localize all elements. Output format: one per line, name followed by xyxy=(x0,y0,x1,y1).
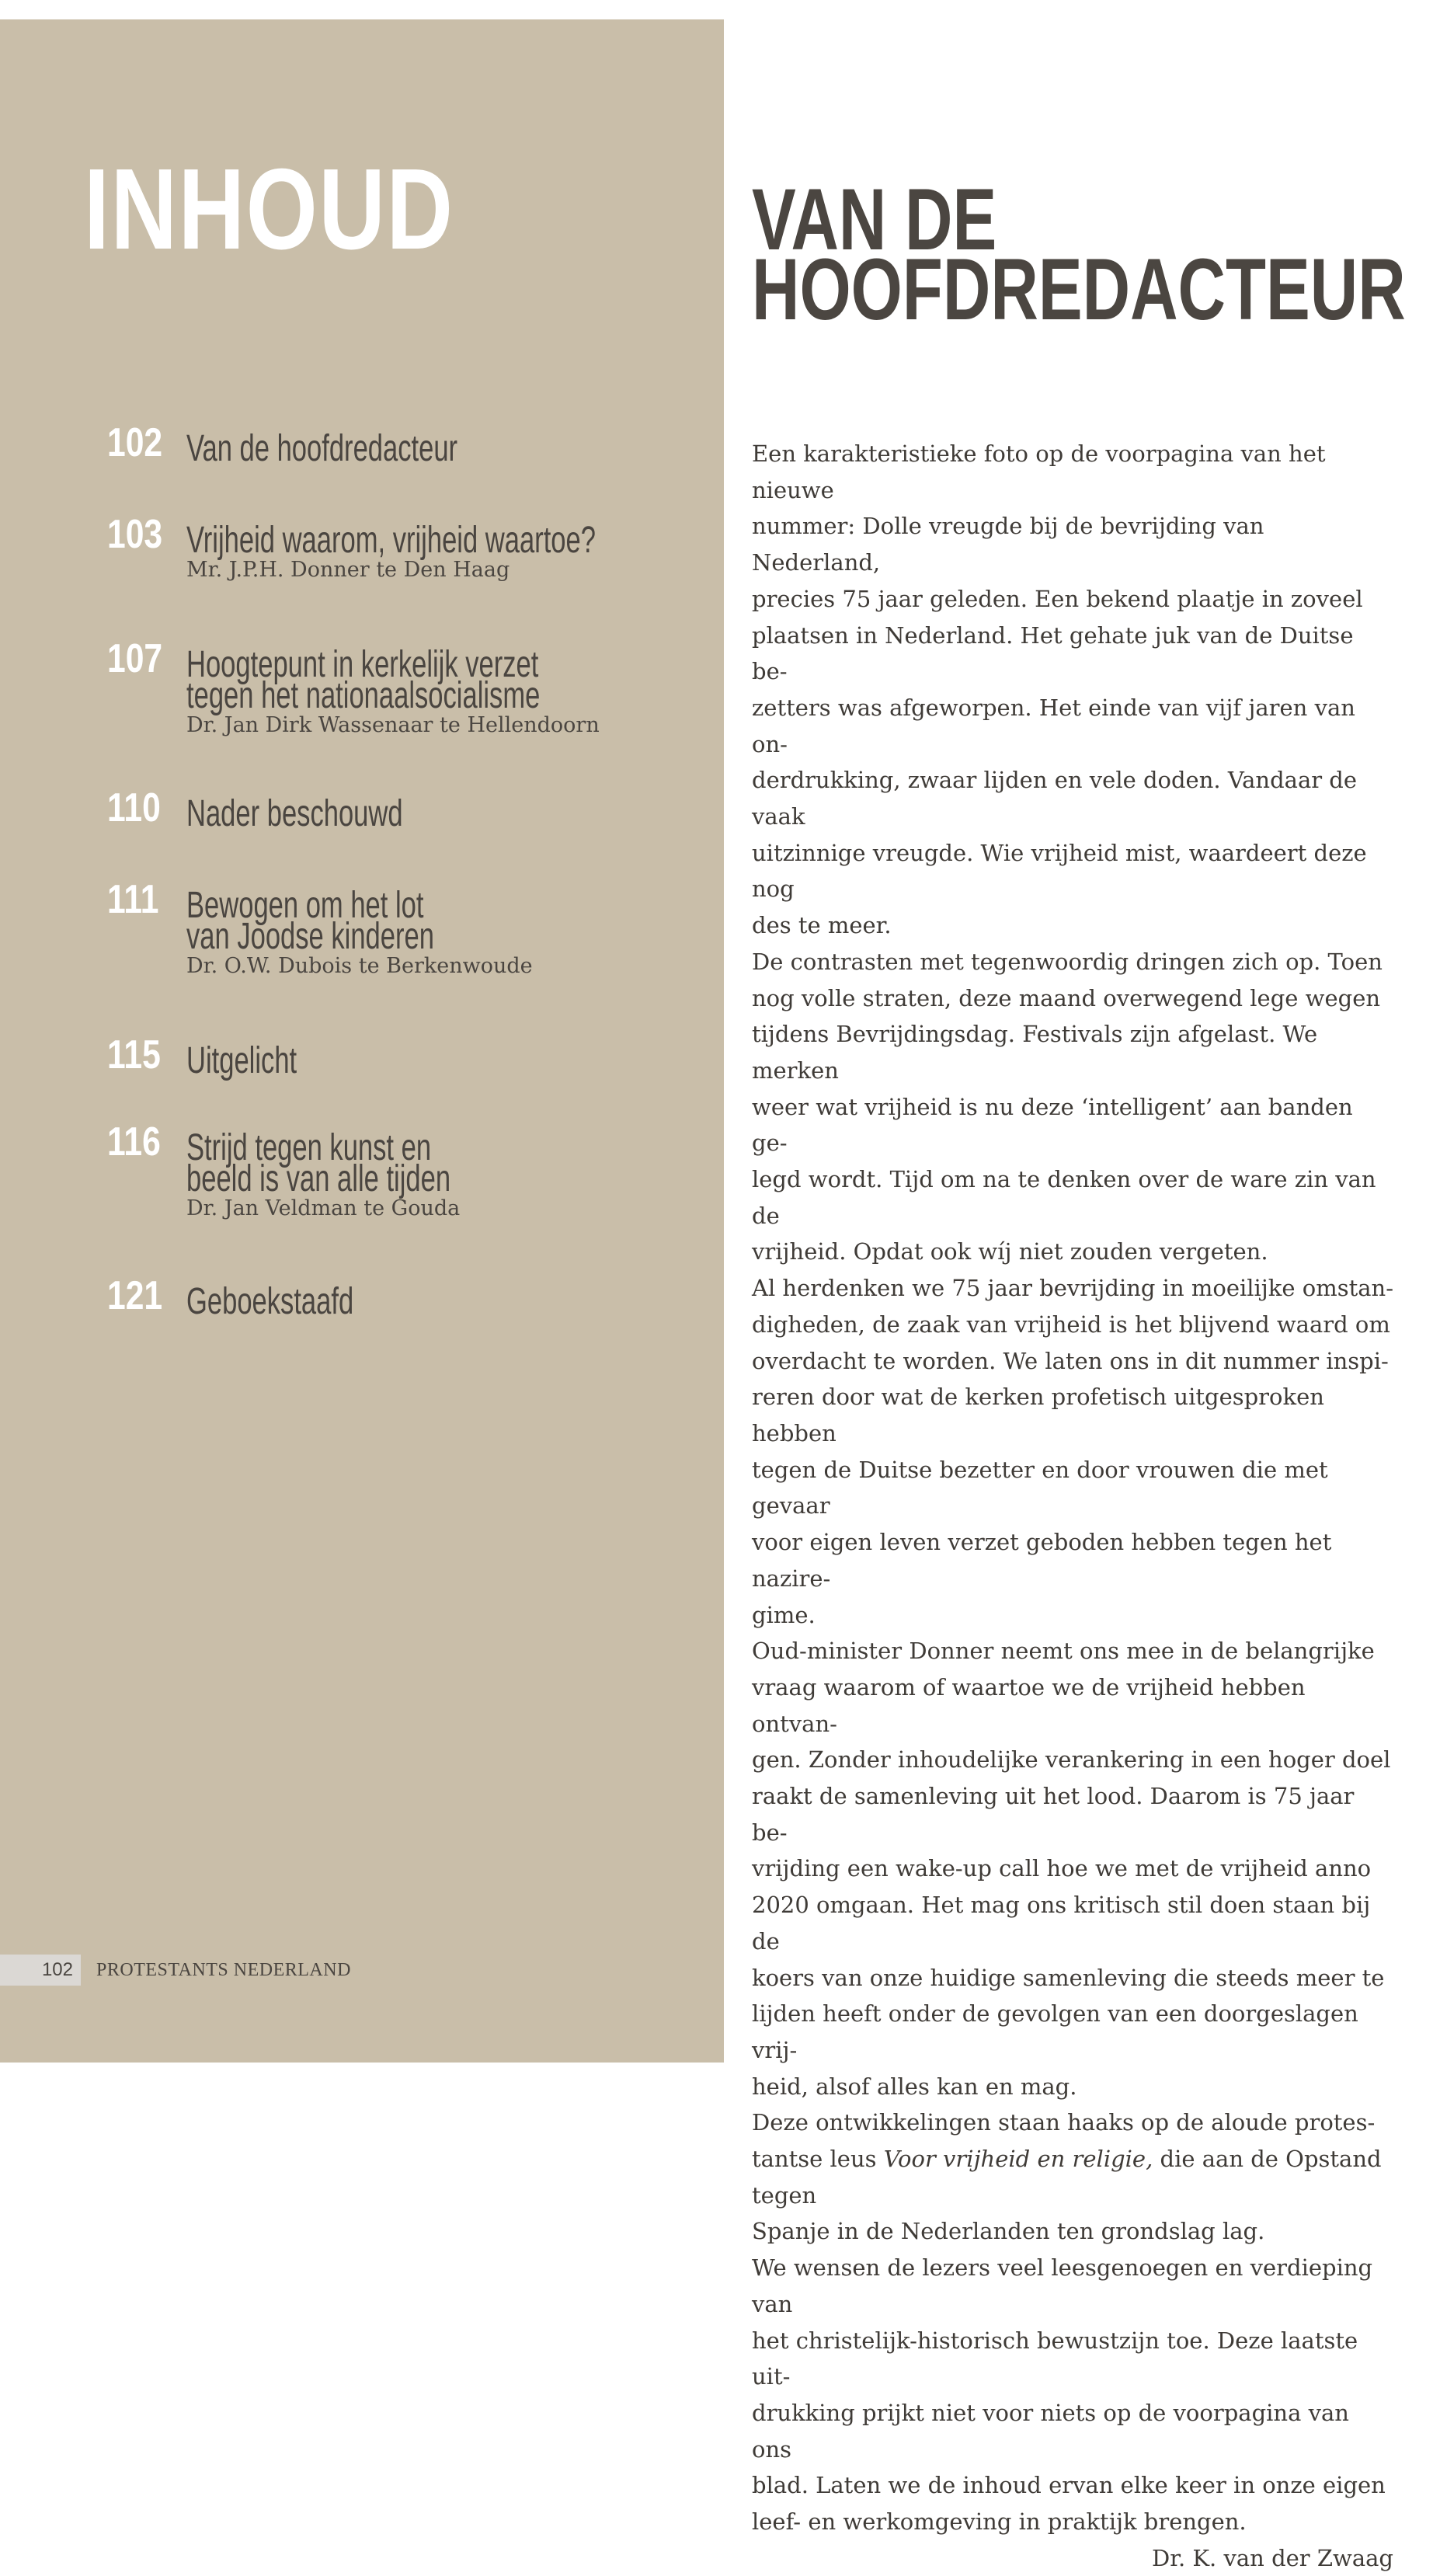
toc-page-number: 107 xyxy=(107,636,163,681)
article-line: Oud-minister Donner neemt ons mee in de belangrijke xyxy=(752,1638,1375,1665)
toc-list xyxy=(0,0,724,2066)
article-text: tantse leus xyxy=(752,2146,884,2173)
toc-heading: INHOUD xyxy=(84,145,454,273)
article-line: legd wordt. Tijd om na te denken over de ware zin van de xyxy=(752,1166,1376,1229)
toc-title: Strijd tegen kunst en xyxy=(186,1127,432,1168)
toc-page-number: 116 xyxy=(107,1119,161,1164)
article-line: koers van onze huidige samenleving die steeds meer te xyxy=(752,1964,1385,1991)
toc-title: beeld is van alle tijden xyxy=(186,1158,451,1199)
article-italic-phrase: Voor vrijheid en religie, xyxy=(883,2146,1153,2173)
article-line xyxy=(752,2141,1393,2213)
article-line: heid, alsof alles kan en mag. xyxy=(752,2073,1077,2100)
article-text: die aan de Opstand tegen xyxy=(752,2146,1382,2209)
article-heading-line: HOOFDREDACTEUR xyxy=(752,241,1406,338)
article-heading-line: VAN DE xyxy=(752,171,997,268)
toc-title: Uitgelicht xyxy=(186,1040,297,1081)
article-line: 2020 omgaan. Het mag ons kritisch stil doen staan bij de xyxy=(752,1892,1371,1955)
article-line: raakt de samenleving uit het lood. Daarom is 75 jaar be- xyxy=(752,1783,1355,1846)
toc-title: Bewogen om het lot xyxy=(186,885,424,926)
toc-page-number: 115 xyxy=(107,1032,161,1077)
toc-title: Geboekstaafd xyxy=(186,1281,354,1322)
article-line: Spanje in de Nederlanden ten grondslag lag. xyxy=(752,2218,1265,2245)
article-line: plaatsen in Nederland. Het gehate juk van de Duitse be- xyxy=(752,621,1354,685)
toc-title: tegen het nationaalsocialisme xyxy=(186,675,541,716)
article-line: vrijheid. Opdat ook wíj niet zouden vergeten. xyxy=(752,1238,1268,1265)
article-line: het christelijk-historisch bewustzijn toe. Deze laatste uit- xyxy=(752,2327,1358,2390)
article-body xyxy=(752,436,1393,2576)
article-line: precies 75 jaar geleden. Een bekend plaatje in zoveel xyxy=(752,585,1363,612)
article-line: Een karakteristieke foto op de voorpagina van het nieuwe xyxy=(752,440,1326,503)
toc-title: Vrijheid waarom, vrijheid waartoe? xyxy=(186,520,596,561)
article-line: overdacht te worden. We laten ons in dit nummer inspi- xyxy=(752,1347,1389,1374)
author-signature: Dr. K. van der Zwaag xyxy=(1152,2544,1393,2571)
article-line: vrijding een wake-up call hoe we met de vrijheid anno xyxy=(752,1855,1372,1882)
article-line: des te meer. xyxy=(752,912,892,939)
toc-title: Van de hoofdredacteur xyxy=(186,428,458,469)
article-line: nummer: Dolle vreugde bij de bevrijding van Nederland, xyxy=(752,513,1264,576)
article-line: uitzinnige vreugde. Wie vrijheid mist, waardeert deze nog xyxy=(752,839,1367,903)
article-line: zetters was afgeworpen. Het einde van vijf jaren van on- xyxy=(752,694,1355,757)
toc-page-number: 103 xyxy=(107,512,163,557)
article-line: derdrukking, zwaar lijden en vele doden. Vandaar de vaak xyxy=(752,767,1358,830)
page-number: 102 xyxy=(0,1955,81,1986)
article-line: De contrasten met tegenwoordig dringen zich op. Toen xyxy=(752,948,1383,975)
page-footer xyxy=(0,1955,724,1986)
toc-page-number: 111 xyxy=(107,877,159,922)
article-line: We wensen de lezers veel leesgenoegen en verdieping van xyxy=(752,2254,1373,2317)
article-line: tijdens Bevrijdingsdag. Festivals zijn afgelast. We merken xyxy=(752,1021,1318,1084)
article-line: Al herdenken we 75 jaar bevrijding in moeilijke omstan- xyxy=(752,1275,1394,1302)
article-line: voor eigen leven verzet geboden hebben tegen het nazire- xyxy=(752,1529,1332,1592)
toc-author: Mr. J.P.H. Donner te Den Haag xyxy=(186,558,510,582)
article-heading xyxy=(752,171,1406,338)
article-line: vraag waarom of waartoe we de vrijheid hebben ontvan- xyxy=(752,1673,1306,1737)
toc-title: van Joodse kinderen xyxy=(186,916,434,957)
article-line: leef- en werkomgeving in praktijk brengen. xyxy=(752,2508,1247,2536)
toc-page-number: 110 xyxy=(107,785,161,830)
toc-author: Dr. O.W. Dubois te Berkenwoude xyxy=(186,954,533,978)
article-line: blad. Laten we de inhoud ervan elke keer in onze eigen xyxy=(752,2472,1386,2499)
article-line: reren door wat de kerken profetisch uitgesproken hebben xyxy=(752,1384,1324,1446)
toc-author: Dr. Jan Dirk Wassenaar te Hellendoorn xyxy=(186,713,600,737)
article-line: drukking prijkt niet voor niets op de voorpagina van ons xyxy=(752,2399,1349,2463)
article-line: Deze ontwikkelingen staan haaks op de aloude protes- xyxy=(752,2109,1376,2136)
article-line: tegen de Duitse bezetter en door vrouwen die met gevaar xyxy=(752,1456,1328,1519)
article-line: gime. xyxy=(752,1601,816,1628)
toc-page-number: 102 xyxy=(107,420,163,465)
toc-author: Dr. Jan Veldman te Gouda xyxy=(186,1196,461,1220)
publication-name: PROTESTANTS NEDERLAND xyxy=(96,1960,351,1980)
toc-title: Hoogtepunt in kerkelijk verzet xyxy=(186,644,539,685)
toc-title: Nader beschouwd xyxy=(186,793,403,834)
article-line: gen. Zonder inhoudelijke verankering in een hoger doel xyxy=(752,1746,1391,1774)
article-line: nog volle straten, deze maand overwegend lege wegen xyxy=(752,984,1381,1011)
toc-page-number: 121 xyxy=(107,1273,163,1318)
article-line: digheden, de zaak van vrijheid is het blijvend waard om xyxy=(752,1311,1390,1338)
article-line: lijden heeft onder de gevolgen van een doorgeslagen vrij- xyxy=(752,2000,1358,2063)
article-line: weer wat vrijheid is nu deze ‘intelligent’ aan banden ge- xyxy=(752,1093,1353,1157)
